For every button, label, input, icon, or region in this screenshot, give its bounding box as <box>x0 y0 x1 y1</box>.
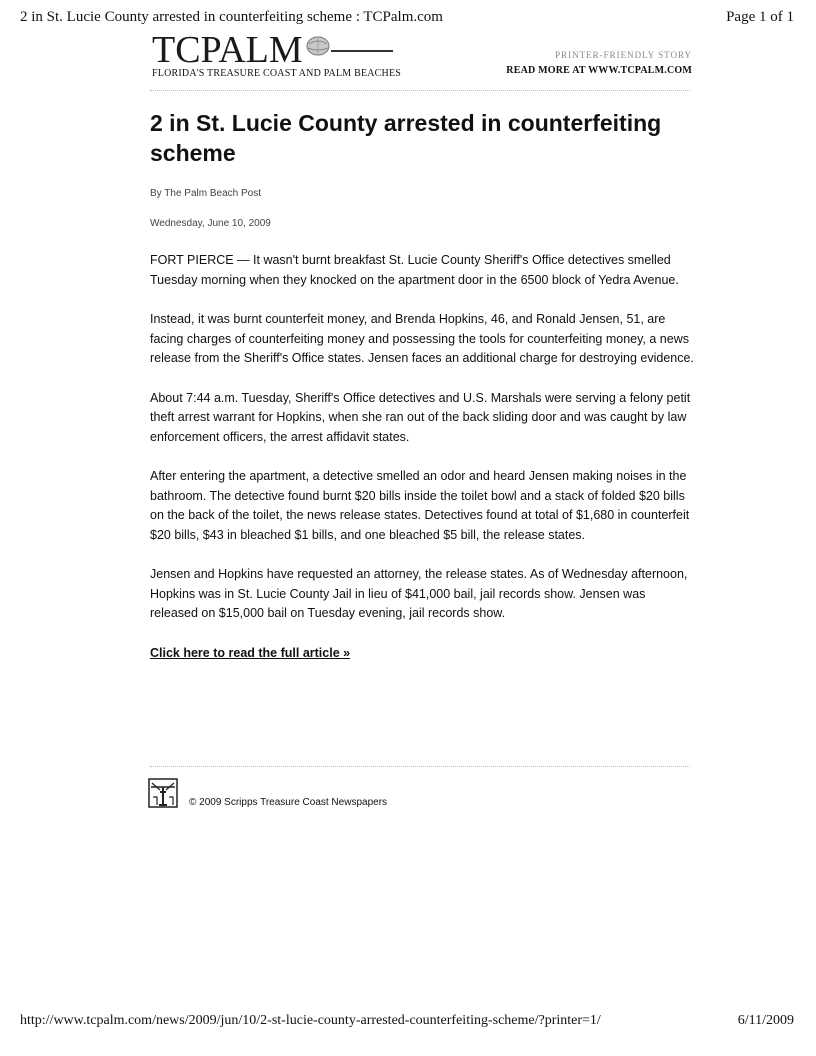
full-article-link[interactable]: Click here to read the full article » <box>150 645 351 660</box>
header-divider <box>150 90 690 91</box>
article-byline: By The Palm Beach Post <box>150 188 261 199</box>
tcpalm-logo <box>152 29 402 79</box>
footer-divider <box>150 766 690 767</box>
print-page-count: Page 1 of 1 <box>726 9 794 25</box>
article-headline: 2 in St. Lucie County arrested in counterfeiting scheme <box>150 110 662 166</box>
palm-globe-icon <box>305 34 331 56</box>
print-header-title: 2 in St. Lucie County arrested in counterfeiting scheme : TCPalm.com <box>20 9 443 25</box>
article-paragraph: Instead, it was burnt counterfeit money, and Brenda Hopkins, 46, and Ronald Jensen, 51, are facing charges of counterfeiting money and possessing the tools for counterfeiting money, a news release from the Sheriff's Office states. Jensen faces an additional charge for destroying evidence. <box>150 312 694 365</box>
logo-underline <box>331 50 393 52</box>
article-paragraph: About 7:44 a.m. Tuesday, Sheriff's Office detectives and U.S. Marshals were serving a felony petit theft arrest warrant for Hopkins, when she ran out of the back sliding door and was caught by law enforcement officers, the arrest affidavit states. <box>150 390 691 444</box>
article-paragraph: After entering the apartment, a detective smelled an odor and heard Jensen making noises in the bathroom. The detective found burnt $20 bills inside the toilet bowl and a stack of folded $20 bills on the back of the toilet, the news release states. Detectives found at total of $1,680 in counterfeit $20 bills, $43 in bleached $1 bills, and one bleached $5 bill, the release states. <box>150 469 690 542</box>
logo-tagline: FLORIDA'S TREASURE COAST AND PALM BEACHES <box>152 68 402 79</box>
printer-friendly-label: PRINTER-FRIENDLY STORY <box>555 50 692 60</box>
scripps-lighthouse-icon <box>148 778 178 808</box>
print-footer-url: http://www.tcpalm.com/news/2009/jun/10/2-st-lucie-county-arrested-counterfeiting-scheme/?printer=1/ <box>20 1013 601 1028</box>
article-date: Wednesday, June 10, 2009 <box>150 218 271 229</box>
article-paragraph: Jensen and Hopkins have requested an attorney, the release states. As of Wednesday afternoon, Hopkins was in St. Lucie County Jail in lieu of $41,000 bail, jail records show. Jensen was released on $15,000 bail on Tuesday evening, jail records show. <box>150 567 688 620</box>
logo-text: TCPALM <box>152 29 303 71</box>
copyright-notice: © 2009 Scripps Treasure Coast Newspapers <box>189 797 388 808</box>
print-footer-date: 6/11/2009 <box>737 1013 794 1028</box>
article-paragraph: FORT PIERCE — It wasn't burnt breakfast St. Lucie County Sheriff's Office detectives smelled Tuesday morning when they knocked on the apartment door in the 6500 block of Yedra Avenue. <box>150 253 679 287</box>
read-more-link[interactable]: READ MORE AT WWW.TCPALM.COM <box>506 65 692 76</box>
article <box>150 108 695 662</box>
